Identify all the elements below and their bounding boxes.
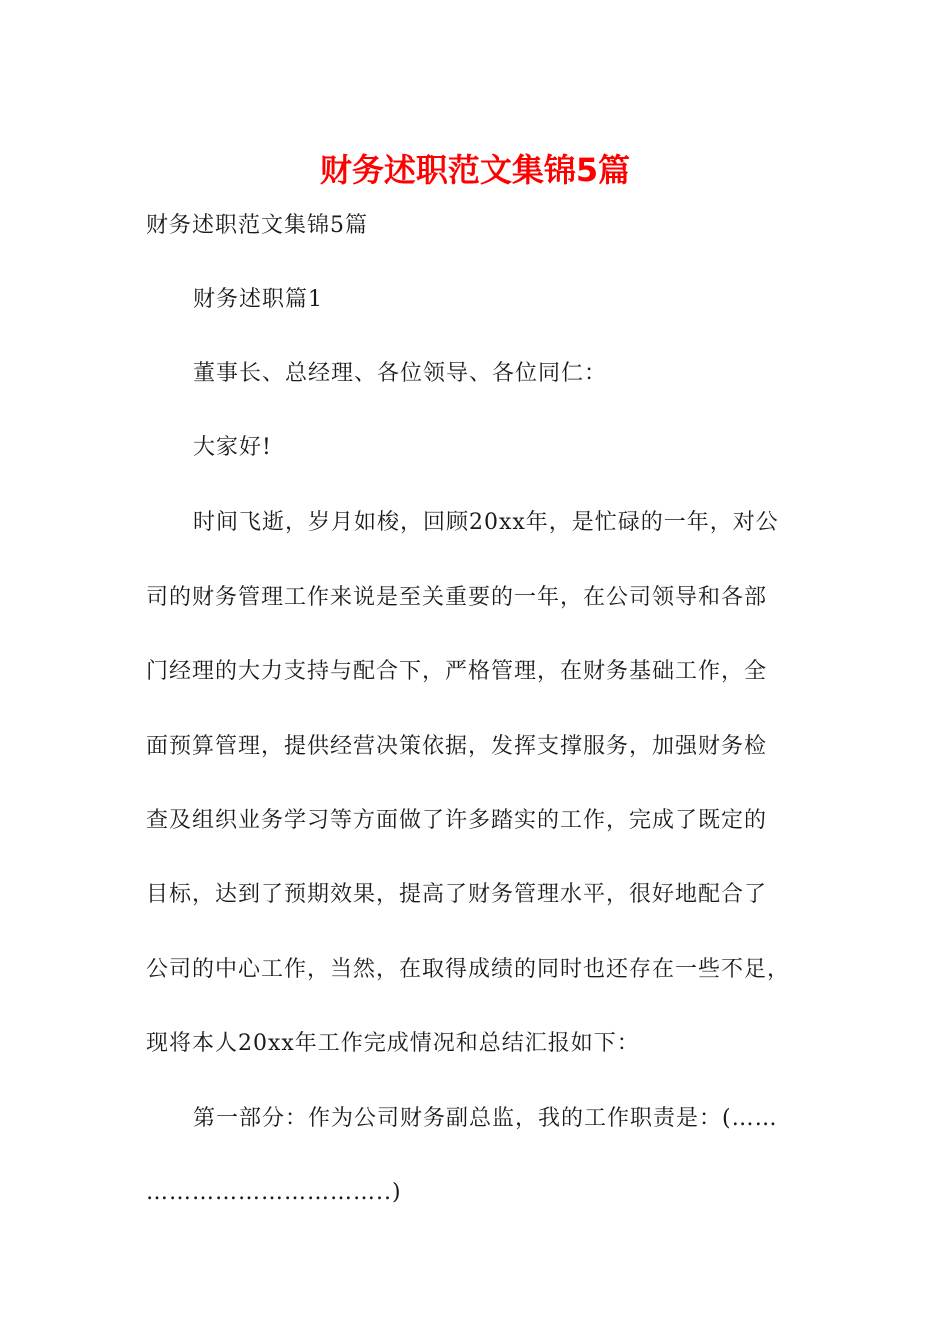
section-heading: 财务述职篇1 <box>193 287 323 312</box>
paragraph-line: …………………………..) <box>146 1180 402 1205</box>
document-title: 财务述职范文集锦5篇 <box>319 151 631 189</box>
salutation: 董事长、总经理、各位领导、各位同仁： <box>193 361 608 386</box>
paragraph-line: 门经理的大力支持与配合下，严格管理，在财务基础工作，全 <box>146 659 768 684</box>
paragraph-line: 公司的中心工作，当然，在取得成绩的同时也还存在一些不足， <box>146 957 791 982</box>
paragraph-line: 第一部分：作为公司财务副总监，我的工作职责是：(…… <box>193 1106 778 1131</box>
greeting: 大家好! <box>193 435 272 460</box>
paragraph-line: 司的财务管理工作来说是至关重要的一年，在公司领导和各部 <box>146 585 768 610</box>
paragraph-line: 现将本人20xx年工作完成情况和总结汇报如下： <box>146 1031 640 1056</box>
document-subtitle: 财务述职范文集锦5篇 <box>146 213 368 238</box>
paragraph-line: 目标，达到了预期效果，提高了财务管理水平，很好地配合了 <box>146 882 768 907</box>
paragraph-line: 面预算管理，提供经营决策依据，发挥支撑服务，加强财务检 <box>146 734 768 759</box>
paragraph-line: 时间飞逝，岁月如梭，回顾20xx年，是忙碌的一年，对公 <box>193 510 779 535</box>
paragraph-line: 查及组织业务学习等方面做了许多踏实的工作，完成了既定的 <box>146 808 768 833</box>
